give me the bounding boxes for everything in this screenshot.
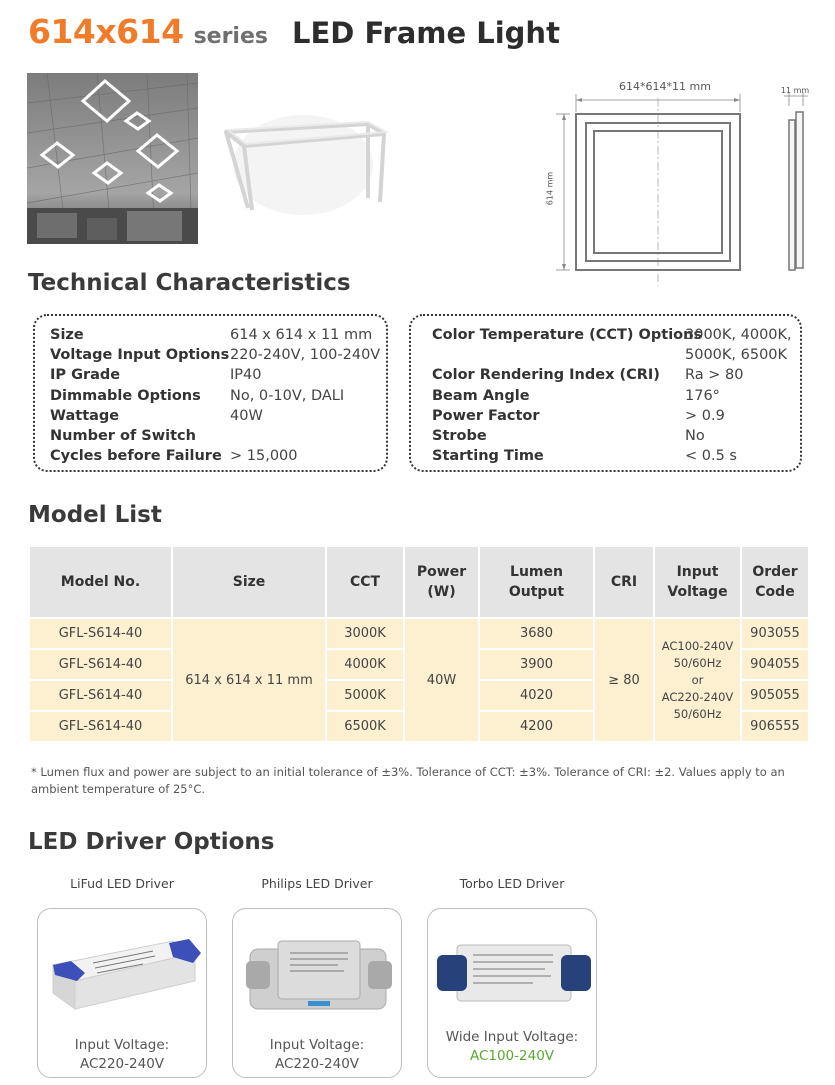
model-cell: GFL-S614-40 [29,649,172,680]
cct-cell: 6500K [326,711,404,742]
spec-label: Size [50,327,84,343]
cct-cell: 3000K [326,618,404,649]
spec-value: IP40 [230,367,262,383]
driver-caption-torbo: Torbo LED Driver [459,876,565,891]
spec-row-beam [432,386,530,406]
spec-value: 3000K, 4000K, [685,327,792,343]
driver-card-lifud[interactable] [37,908,207,1078]
driver-voltage-value-wide: AC100-240V [469,1048,555,1064]
spec-label: Cycles before Failure [50,448,222,464]
height-dimension-label: 614 mm [545,171,555,206]
torbo-driver-image [433,925,593,1015]
spec-row-cri [432,365,660,385]
spec-row-start [432,446,544,466]
driver-voltage-label: Wide Input Voltage: [445,1029,579,1045]
spec-label: Wattage [50,408,120,424]
series-label: series [193,24,268,49]
driver-options-heading: LED Driver Options [28,829,275,855]
lumen-cell: 4200 [479,711,594,742]
technical-heading: Technical Characteristics [28,270,351,296]
spec-value: No, 0-10V, DALI [230,388,345,404]
spec-row-strobe [432,426,487,446]
table-header-row [29,546,809,618]
spec-label: Starting Time [432,448,544,464]
spec-value: No [685,428,705,444]
power-cell: 40W [404,618,479,742]
spec-label: Power Factor [432,408,540,424]
model-list-heading: Model List [28,502,162,528]
spec-label: Dimmable Options [50,388,201,404]
spec-box-left [33,314,388,472]
driver-caption-lifud: LiFud LED Driver [70,876,174,891]
spec-value: < 0.5 s [685,448,737,464]
spec-value: > 15,000 [230,448,298,464]
page-title [28,12,560,56]
order-code-cell: 903055 [741,618,809,649]
header-size: Size [172,546,326,618]
header-cri: CRI [594,546,654,618]
lumen-cell: 4020 [479,680,594,711]
model-cell: GFL-S614-40 [29,618,172,649]
note-line: ambient temperature of 25°C. [31,782,206,796]
spec-box-right [409,314,802,472]
technical-drawing [530,76,820,288]
spec-row-ip [50,365,120,385]
driver-card-philips[interactable] [232,908,402,1078]
header-model: Model No. [29,546,172,618]
spec-label: Strobe [432,428,487,444]
table-row [29,618,809,649]
lumen-cell: 3680 [479,618,594,649]
spec-row-cycles [50,446,222,466]
spec-label: IP Grade [50,367,121,383]
spec-label: Voltage Input Options [50,347,230,363]
model-cell: GFL-S614-40 [29,680,172,711]
product-photo [218,90,390,230]
size-cell: 614 x 614 x 11 mm [172,618,326,742]
spec-value: 176° [685,388,720,404]
driver-voltage-label: Input Voltage: [269,1037,365,1053]
spec-row-dimmable [50,386,201,406]
spec-row-pf [432,406,540,426]
header-cct: CCT [326,546,404,618]
header-lumen: Lumen Output [479,546,594,618]
installation-photo [27,73,198,244]
spec-row-switch [50,426,196,446]
driver-voltage-label: Input Voltage: [74,1037,170,1053]
note-line: * Lumen flux and power are subject to an initial tolerance of ±3%. Tolerance of CCT: ±3%. Tolerance of CRI: ±2. Values apply to an [31,765,785,779]
spec-value: > 0.9 [685,408,725,424]
header-order: Order Code [741,546,809,618]
spec-value: 40W [230,408,263,424]
spec-value: 220-240V, 100-240V [230,347,381,363]
lifud-driver-image [43,923,203,1013]
driver-voltage-value: AC220-240V [79,1056,165,1072]
driver-voltage-value: AC220-240V [274,1056,360,1072]
lumen-cell: 3900 [479,649,594,680]
cct-cell: 5000K [326,680,404,711]
order-code-cell: 904055 [741,649,809,680]
driver-card-torbo[interactable] [427,908,597,1078]
spec-label: Beam Angle [432,388,530,404]
width-dimension-label: 614*614*11 mm [619,80,711,93]
product-name-title: LED Frame Light [291,16,560,50]
thickness-dimension-label: 11 mm [780,86,810,95]
cct-cell: 4000K [326,649,404,680]
spec-value: Ra > 80 [685,367,744,383]
header-input: Input Voltage [654,546,741,618]
model-table [28,545,810,743]
tolerance-note [31,764,801,798]
spec-label: Number of Switch [50,428,196,444]
spec-value: 614 x 614 x 11 mm [230,327,373,343]
spec-row-size [50,325,84,345]
spec-row-cct [432,325,702,345]
spec-label: Color Temperature (CCT) Options [432,327,703,343]
spec-row-voltage [50,345,229,365]
spec-value: 5000K, 6500K [685,347,788,363]
order-code-cell: 905055 [741,680,809,711]
header-power: Power (W) [404,546,479,618]
product-size-title: 614x614 [28,12,184,51]
input-voltage-cell: AC100-240V 50/60Hz or AC220-240V 50/60Hz [654,618,741,742]
model-cell: GFL-S614-40 [29,711,172,742]
driver-caption-philips: Philips LED Driver [261,876,373,891]
order-code-cell: 906555 [741,711,809,742]
spec-row-wattage [50,406,119,426]
spec-label: Color Rendering Index (CRI) [432,367,660,383]
cri-cell: ≥ 80 [594,618,654,742]
philips-driver-image [238,927,398,1017]
